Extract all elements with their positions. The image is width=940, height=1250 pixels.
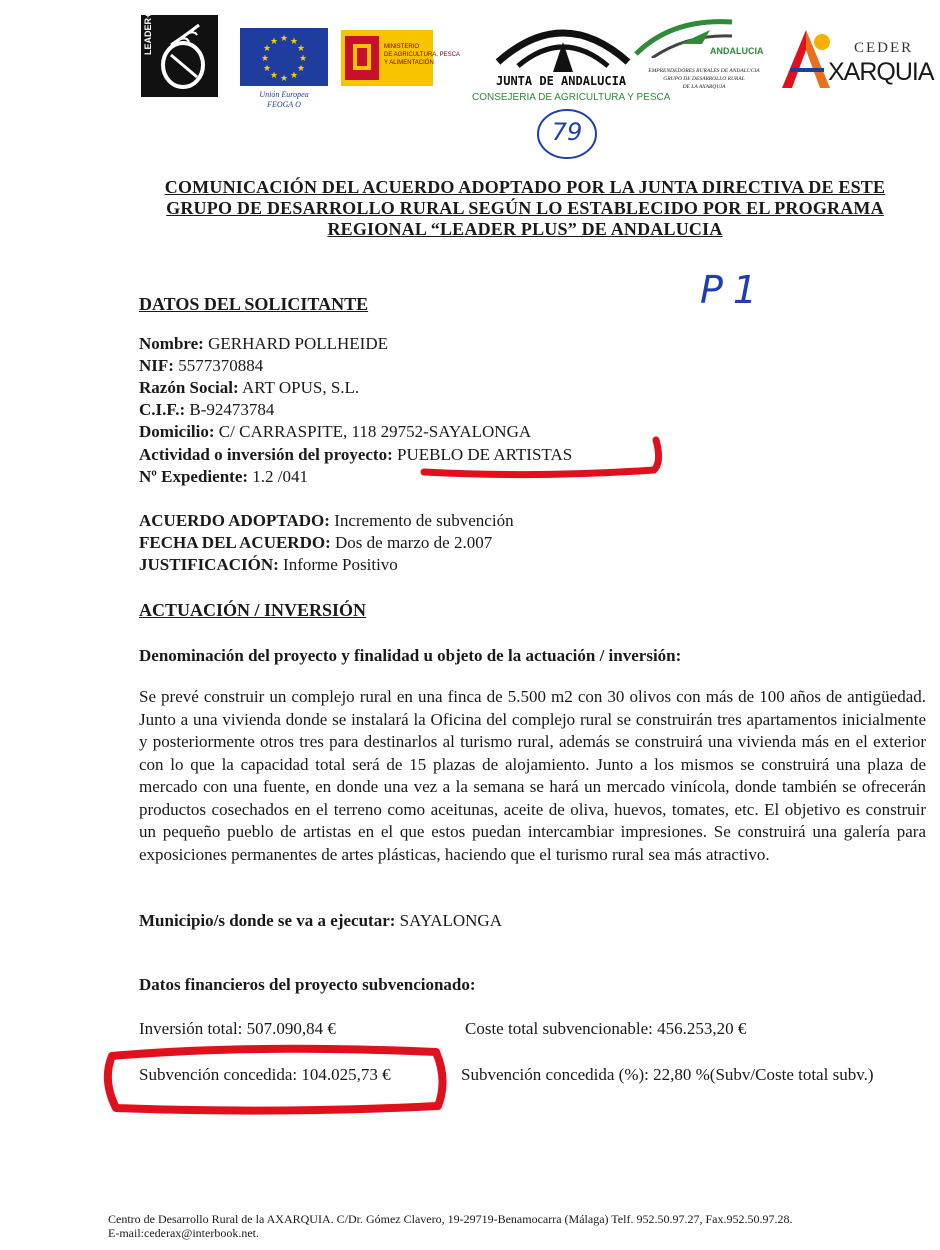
andalucia-name: ANDALUCIA [710, 46, 764, 56]
title-line-1: COMUNICACIÓN DEL ACUERDO ADOPTADO POR LA JUNTA DIRECTIVA DE ESTE [164, 177, 886, 197]
ministry-logo [341, 30, 460, 86]
footer-address: Centro de Desarrollo Rural de la AXARQUIA. C/Dr. Gómez Clavero, 19-29719-Benamocarra (Málaga) Telf. 952.50.97.27, Fax.952.50.97.28. [108, 1212, 793, 1226]
subvencion-value: 104.025,73 € [301, 1065, 391, 1084]
svg-text:★: ★ [297, 44, 306, 54]
svg-text:★: ★ [270, 37, 279, 47]
cif-value: B-92473784 [189, 400, 275, 419]
svg-text:★: ★ [290, 37, 299, 47]
actuacion-heading: ACTUACIÓN / INVERSIÓN [139, 600, 367, 620]
circled-number-annotation [535, 107, 599, 161]
municipio-label: Municipio/s donde se va a ejecutar: [139, 911, 396, 930]
subvencion-porcentaje [461, 1065, 874, 1085]
domicilio-value: C/ CARRASPITE, 118 29752-SAYALONGA [218, 422, 532, 441]
field-expediente [139, 466, 308, 488]
acuerdo-label: ACUERDO ADOPTADO: [139, 511, 330, 530]
title-line-3: REGIONAL “LEADER PLUS” DE ANDALUCIA [327, 219, 723, 239]
nombre-value: GERHARD POLLHEIDE [208, 334, 388, 353]
eu-caption-2: FEOGA O [267, 100, 301, 109]
domicilio-label: Domicilio: [139, 422, 215, 441]
ceder-logo [778, 26, 934, 96]
coste-total [465, 1019, 746, 1039]
cif-label: C.I.F.: [139, 400, 186, 419]
acuerdo-value: Incremento de subvención [334, 511, 514, 530]
inversion-value: 507.090,84 € [246, 1019, 336, 1038]
footer-email: E-mail:cederax@interbook.net. [108, 1226, 259, 1240]
svg-text:★: ★ [297, 64, 306, 74]
svg-text:★: ★ [263, 44, 272, 54]
logo-banner [0, 0, 940, 130]
field-acuerdo-adoptado [139, 510, 514, 532]
margin-note-annotation: P1 [700, 268, 768, 312]
nif-label: NIF: [139, 356, 174, 375]
svg-text:★: ★ [280, 34, 289, 44]
razon-label: Razón Social: [139, 378, 239, 397]
red-box-marker [98, 1040, 458, 1120]
justificacion-value: Informe Positivo [283, 555, 398, 574]
svg-text:★: ★ [270, 71, 279, 81]
inversion-total [139, 1019, 336, 1039]
porcentaje-value: 22,80 %(Subv/Coste total subv.) [653, 1065, 874, 1084]
field-nif [139, 355, 263, 377]
nif-value: 5577370884 [178, 356, 264, 375]
field-nombre [139, 333, 388, 355]
subvencion-label: Subvención concedida: [139, 1065, 298, 1084]
svg-text:★: ★ [290, 71, 299, 81]
justificacion-label: JUSTIFICACIÓN: [139, 555, 279, 574]
red-underline-marker [418, 432, 668, 482]
inversion-label: Inversión total: [139, 1019, 243, 1038]
field-fecha-acuerdo [139, 532, 492, 554]
coste-label: Coste total subvencionable: [465, 1019, 653, 1038]
spain-coat-of-arms-icon [341, 30, 433, 86]
svg-text:★: ★ [263, 64, 272, 74]
andalucia-line-2: GRUPO DE DESARROLLO RURAL [663, 76, 745, 82]
field-justificacion [139, 554, 398, 576]
eu-logo [240, 28, 328, 116]
junta-arch-icon [468, 14, 658, 76]
ministry-line-2: DE AGRICULTURA, PESCA [384, 52, 460, 58]
ceder-top: CEDER [854, 40, 914, 56]
fecha-label: FECHA DEL ACUERDO: [139, 533, 331, 552]
actividad-value: PUEBLO DE ARTISTAS [396, 445, 573, 464]
actuacion-subheading: Denominación del proyecto y finalidad u objeto de la actuación / inversión: [139, 646, 682, 665]
solicitante-heading: DATOS DEL SOLICITANTE [139, 294, 369, 314]
fecha-value: Dos de marzo de 2.007 [335, 533, 493, 552]
eu-flag-icon [240, 28, 328, 86]
porcentaje-label: Subvención concedida (%): [461, 1065, 649, 1084]
project-description: Se prevé construir un complejo rural en una finca de 5.500 m2 con 30 olivos con más de 100 años de antigüedad. Junto a una vivienda donde se instalará la Oficina del complejo rural se construirán tres apartamentos inicialmente y posteriormente otros tres para destinarlos al turismo rural, además se construirá una vivienda más en el exterior con lo que la capacidad total será de 15 plazas de alojamiento. Junto a los mismos se construirá una plaza de mercado con una fuente, en donde una vez a la semana se hará un mercado vinícola, donde también se ofrecerán productos cosechados en el terreno como aceitunas, aceite de oliva, huevos, tomates, etc. El objetivo es construir un pequeño pueblo de artistas en el que estos puedan intercambiar impresiones. Se construirá una galería para exposiciones permanentes de artes plásticas, haciendo que el turismo rural sea más atractivo. [139, 687, 926, 864]
junta-logo [468, 14, 671, 106]
field-municipio [139, 910, 502, 932]
field-razon-social [139, 377, 359, 399]
title-line-2: GRUPO DE DESARROLLO RURAL SEGÚN LO ESTABLECIDO POR EL PROGRAMA [166, 198, 884, 218]
ministry-line-1: MINISTERIO [384, 44, 420, 50]
coste-value: 456.253,20 € [657, 1019, 747, 1038]
actividad-label: Actividad o inversión del proyecto: [139, 445, 393, 464]
junta-name: JUNTA DE ANDALUCIA [496, 74, 627, 88]
nombre-label: Nombre: [139, 334, 204, 353]
footer [108, 1212, 908, 1240]
andalucia-line-3: DE LA AXARQUIA [682, 84, 726, 90]
leader-text: LEADER+ [143, 12, 153, 55]
ceder-bottom: XARQUIA [828, 58, 934, 86]
expediente-value: 1.2 /041 [252, 467, 309, 486]
document-title [130, 177, 920, 240]
leader-logo [141, 12, 218, 97]
municipio-value: SAYALONGA [399, 911, 502, 930]
razon-value: ART OPUS, S.L. [241, 378, 360, 397]
andalucia-logo [632, 14, 772, 96]
svg-text:★: ★ [299, 54, 308, 64]
eu-caption-1: Unión Europea [259, 90, 309, 99]
field-cif [139, 399, 274, 421]
ministry-line-3: Y ALIMENTACIÓN [384, 60, 434, 66]
svg-text:★: ★ [261, 54, 270, 64]
expediente-label: Nº Expediente: [139, 467, 249, 486]
svg-text:★: ★ [280, 74, 289, 84]
junta-department: CONSEJERIA DE AGRICULTURA Y PESCA [472, 92, 671, 103]
circled-number-text: 79 [551, 118, 583, 146]
andalucia-line-1: EMPRENDEDORES RURALES DE ANDALUCIA [648, 68, 760, 74]
financiero-heading: Datos financieros del proyecto subvencionado: [139, 975, 476, 994]
